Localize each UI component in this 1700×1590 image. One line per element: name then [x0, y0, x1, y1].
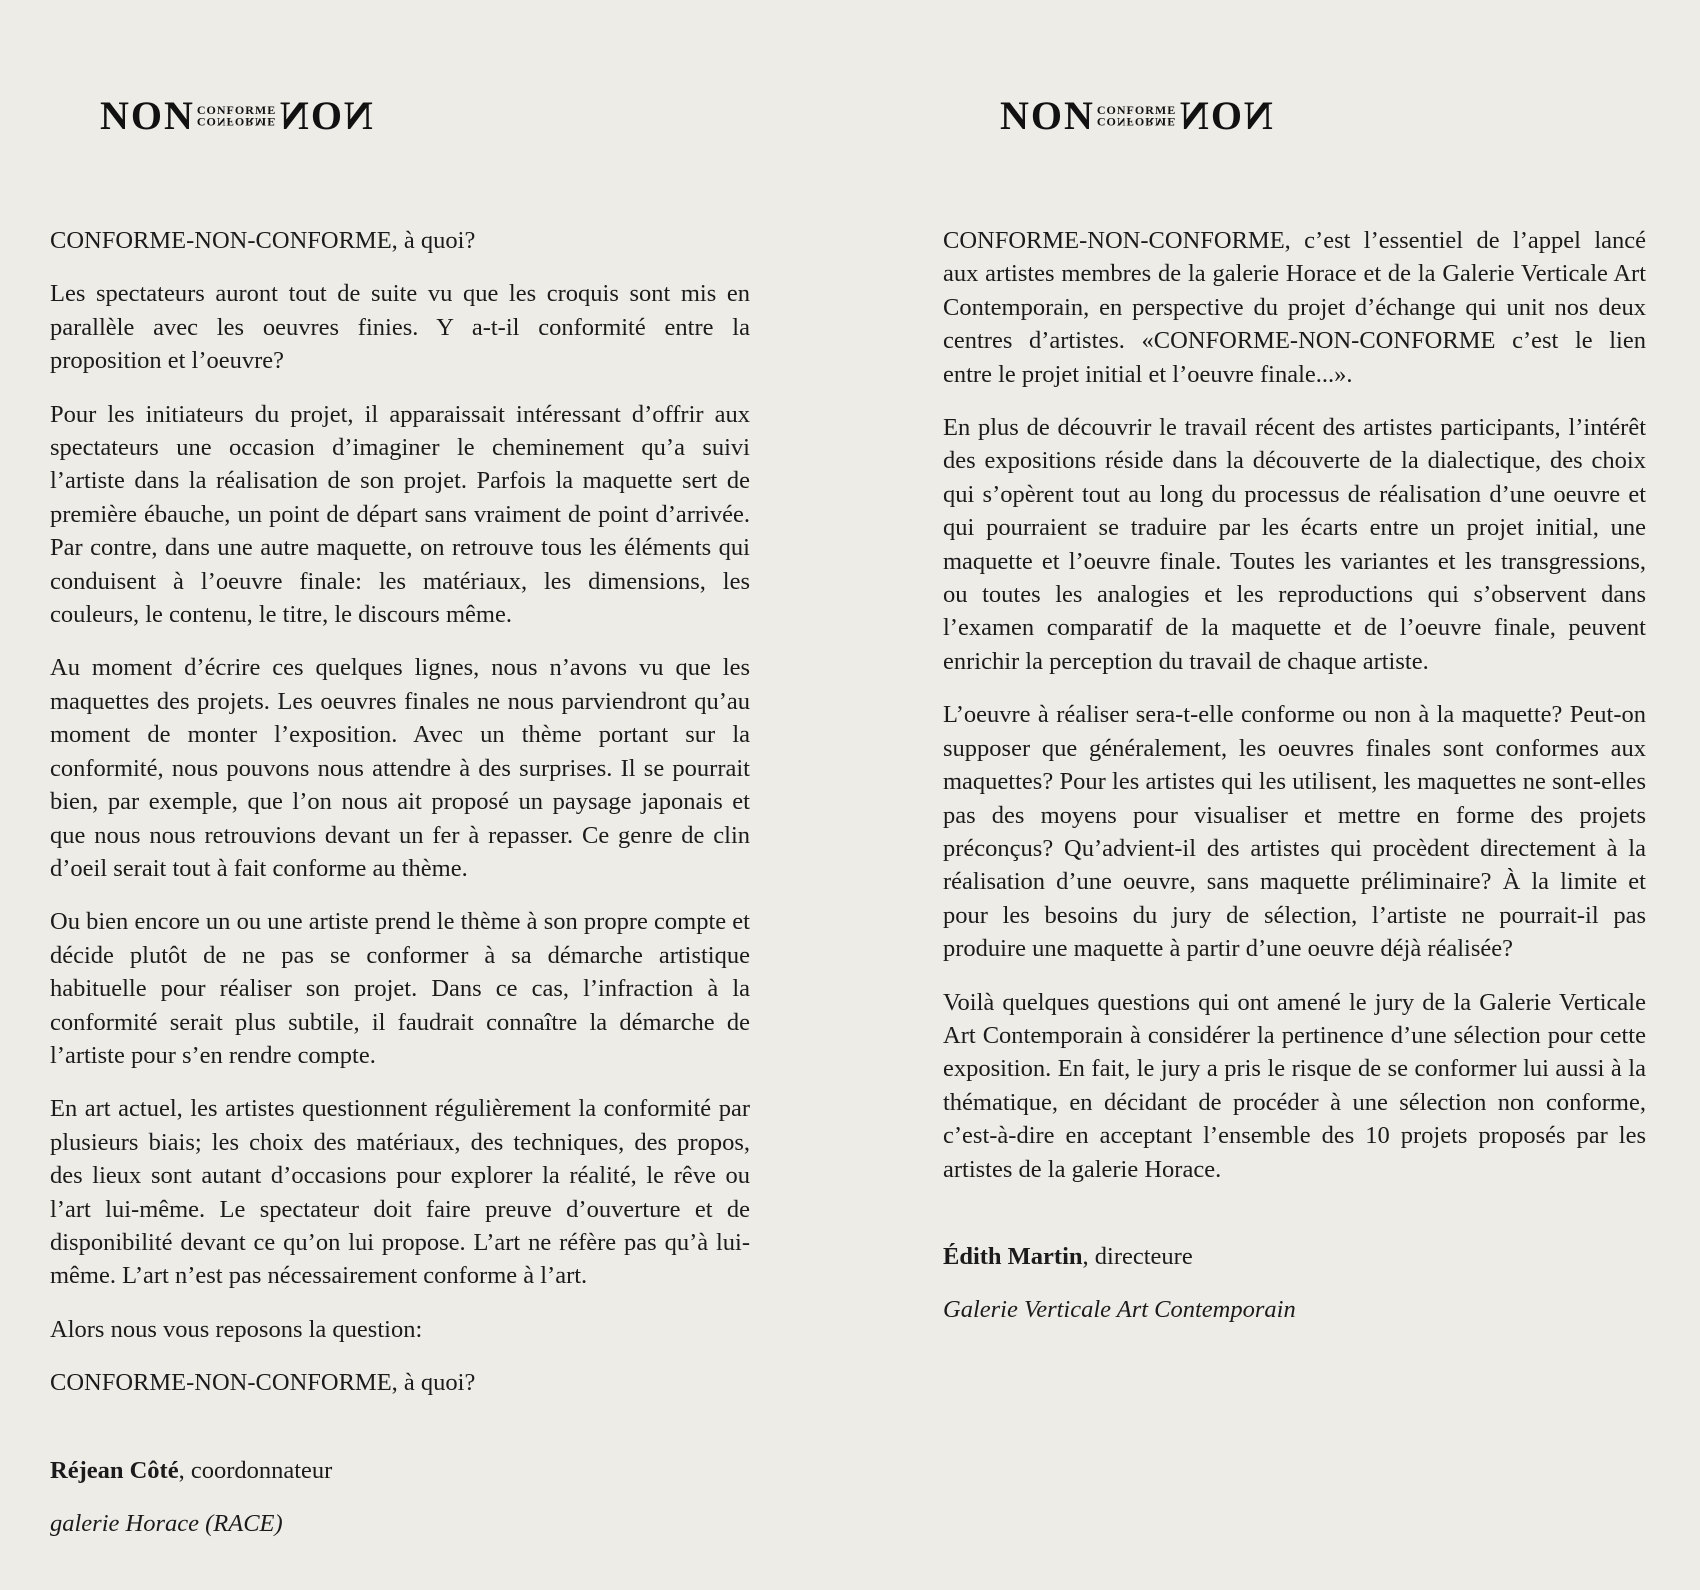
- left-page: [0, 0, 838, 1590]
- paragraph: L’oeuvre à réaliser sera-t-elle conforme ou non à la maquette? Peut-on supposer que généralement, les oeuvres finales sont conformes aux maquettes? Pour les artistes qui les utilisent, les maquettes ne sont-elles pas des moyens pour visualiser et mettre en forme des projets préconçus? Qu’advient-il des artistes qui procèdent directement à la réalisation d’une oeuvre, sans maquette préliminaire? À la limite et pour les besoins du jury de sélection, l’artiste ne pourrait-il pas produire une maquette à partir d’une oeuvre déjà réalisée?: [943, 701, 1646, 963]
- logo-conforme-bottom: CONFORME: [1096, 115, 1177, 129]
- paragraph: CONFORME-NON-CONFORME, c’est l’essentiel de l’appel lancé aux artistes membres de la galerie Horace et de la Galerie Verticale Art Contemporain, en perspective du projet d’échange qui unit nos deux centres d’artistes. «CONFORME-NON-CONFORME c’est le lien entre le projet initial et l’oeuvre finale...».: [943, 227, 1646, 388]
- logo-conforme-bottom: CONFORME: [196, 115, 277, 129]
- signature-role: , coordonnateur: [178, 1456, 333, 1484]
- logo-conforme-top: CONFORME: [196, 103, 277, 117]
- signature-role: , directeure: [1082, 1242, 1193, 1270]
- logo-non-left: NON: [100, 93, 195, 138]
- affiliation: Galerie Verticale Art Contemporain: [943, 1296, 1296, 1324]
- logo-non-right-mirrored: NON: [1178, 93, 1274, 138]
- paragraph: CONFORME-NON-CONFORME, à quoi?: [50, 227, 476, 254]
- non-conforme-logo: [1000, 93, 1274, 138]
- logo-non-left: NON: [1000, 93, 1095, 138]
- signature-name: Réjean Côté: [50, 1456, 179, 1484]
- paragraph: Voilà quelques questions qui ont amené le jury de la Galerie Verticale Art Contemporain à considérer la pertinence d’une sélection pour cette exposition. En fait, le jury a pris le risque de se conformer lui aussi à la thématique, en décidant de procéder à une sélection non conforme, c’est-à-dire en acceptant l’ensemble des 10 projets proposés par les artistes de la galerie Horace.: [943, 988, 1646, 1183]
- paragraph: Ou bien encore un ou une artiste prend le thème à son propre compte et décide plutôt de ne pas se conformer à sa démarche artistique habituelle pour réaliser son projet. Dans ce cas, l’infraction à la conformité serait plus subtile, il faudrait connaître la démarche de l’artiste pour s’en rendre compte.: [50, 908, 750, 1069]
- paragraph: Alors nous vous reposons la question:: [50, 1315, 423, 1343]
- logo-conforme-stack: [1097, 105, 1176, 127]
- logo-conforme-top: CONFORME: [1096, 103, 1177, 117]
- logo-conforme-stack: [197, 105, 276, 127]
- signature: [943, 1240, 1646, 1273]
- right-page: [838, 0, 1700, 1590]
- logo-non-right-mirrored: NON: [278, 93, 374, 138]
- affiliation: galerie Horace (RACE): [50, 1510, 283, 1537]
- paragraph: En art actuel, les artistes questionnent régulièrement la conformité par plusieurs biais; les choix des matériaux, des techniques, des propos, des lieux sont autant d’occasions pour explorer la réalité, le rêve ou l’art lui-même. Le spectateur doit faire preuve d’ouverture et de disponibilité devant ce qu’on lui propose. L’art ne réfère pas qu’à lui-même. L’art n’est pas nécessairement conforme à l’art.: [50, 1095, 750, 1290]
- signature-name: Édith Martin: [943, 1242, 1083, 1270]
- paragraph: Les spectateurs auront tout de suite vu que les croquis sont mis en parallèle avec les oeuvres finies. Y a-t-il conformité entre la proposition et l’oeuvre?: [50, 280, 750, 375]
- paragraph: En plus de découvrir le travail récent des artistes participants, l’intérêt des expositions réside dans la découverte de la dialectique, des choix qui s’opèrent tout au long du processus de réalisation d’une oeuvre et qui pourraient se traduire par les écarts entre un projet initial, une maquette et l’oeuvre finale. Toutes les variantes et les transgressions, ou toutes les analogies et les reproductions qui s’observent dans l’examen comparatif de la maquette et de l’oeuvre finale, peuvent enrichir la perception du travail de chaque artiste.: [943, 414, 1646, 675]
- left-article: [50, 224, 750, 1560]
- paragraph: Pour les initiateurs du projet, il apparaissait intéressant d’offrir aux spectateurs une occasion d’imaginer le cheminement qu’a suivi l’artiste dans la réalisation de son projet. Parfois la maquette sert de première ébauche, un point de départ sans vraiment de point d’arrivée. Par contre, dans une autre maquette, on retrouve tous les éléments qui conduisent à l’oeuvre finale: les matériaux, les dimensions, les couleurs, le contenu, le titre, le discours même.: [50, 400, 750, 629]
- paragraph: CONFORME-NON-CONFORME, à quoi?: [50, 1369, 476, 1397]
- right-article: [943, 224, 1646, 1347]
- signature: [50, 1454, 750, 1487]
- non-conforme-logo: [100, 93, 374, 138]
- paragraph: Au moment d’écrire ces quelques lignes, nous n’avons vu que les maquettes des projets. Les oeuvres finales ne nous parviendront qu’au moment de monter l’exposition. Avec un thème portant sur la conformité, nous pouvons nous attendre à des surprises. Il se pourrait bien, par exemple, que l’on nous ait proposé un paysage japonais et que nous nous retrouvions devant un fer à repasser. Ce genre de clin d’oeil serait tout à fait conforme au thème.: [50, 654, 750, 882]
